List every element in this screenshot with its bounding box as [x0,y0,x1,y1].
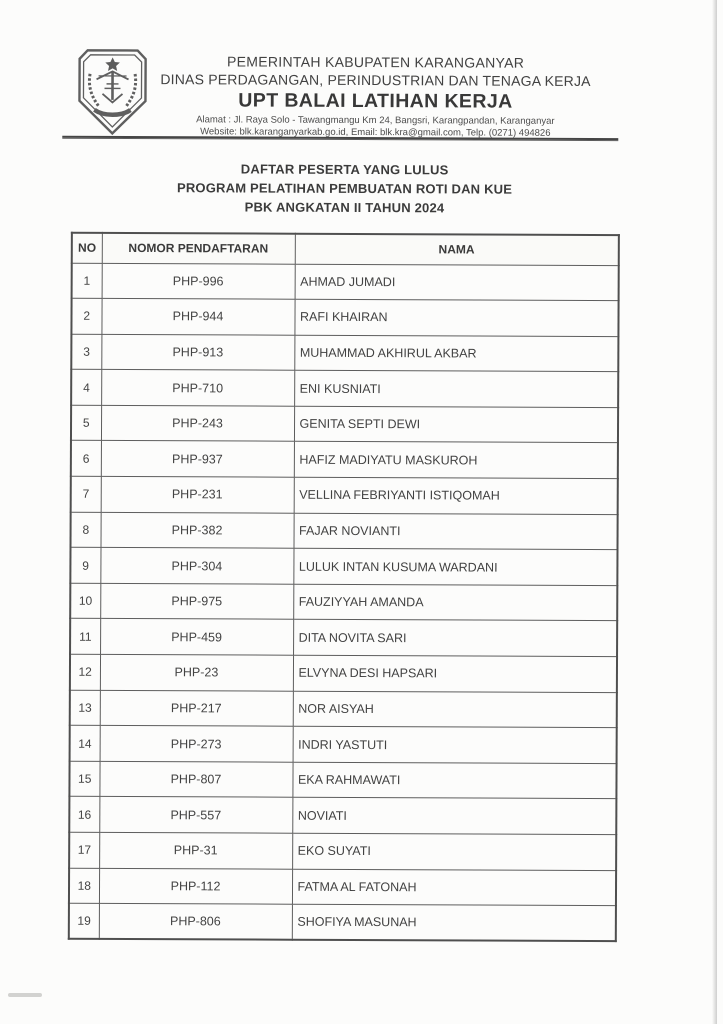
letterhead-department-line: DINAS PERDAGANGAN, PERINDUSTRIAN DAN TENAGA KERJA [160,71,591,89]
registration-number-cell: PHP-937 [101,441,294,477]
registration-number-cell: PHP-710 [101,370,294,406]
registration-number-cell: PHP-806 [99,904,292,940]
document-title-line1: DAFTAR PESERTA YANG LULUS [240,161,449,178]
table-row [69,832,616,870]
scan-artifact-mark [8,993,42,997]
participant-name-cell: LULUK INTAN KUSUMA WARDANI [293,548,617,585]
table-row [70,690,617,728]
registration-number-cell: PHP-217 [100,690,293,726]
row-number-cell: 19 [69,903,99,939]
row-number-cell: 8 [71,512,101,548]
row-number-cell: 15 [69,761,99,797]
col-header-nama: NAMA [295,234,619,265]
document-title-line2: PROGRAM PELATIHAN PEMBUATAN ROTI DAN KUE [176,180,513,197]
table-row [70,547,617,585]
karanganyar-regency-emblem-icon [74,46,150,138]
registration-number-cell: PHP-459 [100,619,293,655]
registration-number-cell: PHP-273 [100,726,293,762]
registration-number-cell: PHP-23 [100,654,293,690]
table-row [69,903,616,941]
participant-name-cell: MUHAMMAD AKHIRUL AKBAR [294,335,618,372]
participant-name-cell: ELVYNA DESI HAPSARI [293,655,617,692]
registration-number-cell: PHP-807 [99,761,292,797]
table-row [71,405,618,443]
row-number-cell: 17 [69,832,99,868]
col-header-no: NO [72,233,102,263]
row-number-cell: 12 [70,654,100,690]
table-row [71,298,618,336]
registration-number-cell: PHP-231 [101,476,294,512]
participants-table [68,232,620,943]
registration-number-cell: PHP-382 [101,512,294,548]
participant-name-cell: VELLINA FEBRIYANTI ISTIQOMAH [294,477,618,514]
letterhead-government-line: PEMERINTAH KABUPATEN KARANGANYAR [226,53,525,71]
participant-name-cell: HAFIZ MADIYATU MASKUROH [294,442,618,479]
table-row [71,476,618,514]
table-row [71,334,618,372]
registration-number-cell: PHP-304 [100,548,293,584]
participants-table-body [69,263,619,942]
row-number-cell: 11 [70,619,100,655]
table-row [71,512,618,550]
row-number-cell: 10 [70,583,100,619]
table-row [72,263,619,301]
scan-edge-shadow [712,0,717,1024]
registration-number-cell: PHP-112 [99,868,292,904]
participant-name-cell: AHMAD JUMADI [295,264,619,301]
participant-name-cell: EKA RAHMAWATI [292,762,616,799]
row-number-cell: 18 [69,868,99,904]
registration-number-cell: PHP-243 [101,405,294,441]
letterhead-office-name: UPT BALAI LATIHAN KERJA [238,89,513,113]
registration-number-cell: PHP-913 [101,334,294,370]
registration-number-cell: PHP-996 [102,263,295,299]
letterhead [140,53,610,140]
row-number-cell: 13 [70,690,100,726]
registration-number-cell: PHP-31 [99,832,292,868]
registration-number-cell: PHP-944 [101,298,294,334]
table-row [71,370,618,408]
table-row [70,654,617,692]
table-row [70,619,617,657]
participant-name-cell: DITA NOVITA SARI [293,620,617,657]
participant-name-cell: GENITA SEPTI DEWI [294,406,618,443]
table-row [69,797,616,835]
participant-name-cell: NOR AISYAH [293,691,617,728]
letterhead-address-line: Alamat : Jl. Raya Solo - Tawangmangu Km 24, Bangsri, Karangpandan, Karanganyar [196,114,555,127]
participant-name-cell: FAJAR NOVIANTI [293,513,617,550]
participant-name-cell: RAFI KHAIRAN [294,299,618,336]
table-row [70,583,617,621]
table-row [69,761,616,799]
document-title-line3: PBK ANGKATAN II TAHUN 2024 [244,199,445,216]
participant-name-cell: NOVIATI [292,798,616,835]
table-row [69,868,616,906]
registration-number-cell: PHP-975 [100,583,293,619]
letterhead-contact-line: Website: blk.karanganyarkab.go.id, Email: blk.kra@gmail.com, Telp. (0271) 494826 [200,126,551,139]
registration-number-cell: PHP-557 [99,797,292,833]
row-number-cell: 7 [71,476,101,512]
row-number-cell: 9 [70,547,100,583]
col-header-nomor: NOMOR PENDAFTARAN [102,233,295,264]
participant-name-cell: FAUZIYYAH AMANDA [293,584,617,621]
participant-name-cell: ENI KUSNIATI [294,370,618,407]
participant-name-cell: INDRI YASTUTI [293,726,617,763]
row-number-cell: 16 [69,797,99,833]
row-number-cell: 2 [71,298,101,334]
document-title [71,159,618,218]
table-header-row [72,233,619,265]
row-number-cell: 6 [71,441,101,477]
participant-name-cell: FATMA AL FATONAH [292,869,616,906]
table-row [71,441,618,479]
row-number-cell: 3 [71,334,101,370]
participant-name-cell: EKO SUYATI [292,833,616,870]
table-row [70,725,617,763]
row-number-cell: 4 [71,370,101,406]
row-number-cell: 14 [70,725,100,761]
row-number-cell: 5 [71,405,101,441]
participant-name-cell: SHOFIYA MASUNAH [292,904,616,941]
row-number-cell: 1 [72,263,102,299]
